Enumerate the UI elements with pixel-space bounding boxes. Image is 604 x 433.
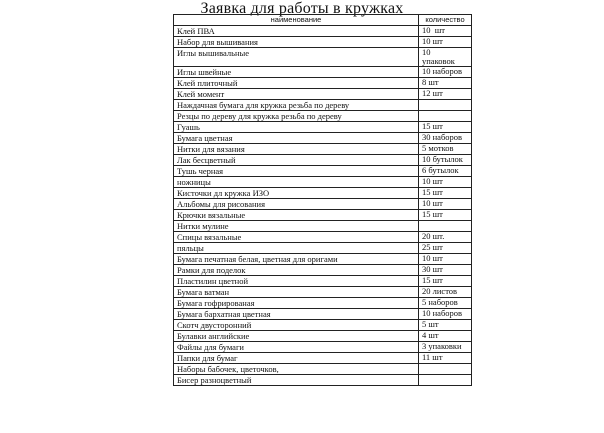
item-name: ножницы xyxy=(174,177,419,188)
table-row xyxy=(174,364,472,375)
table-row xyxy=(174,320,472,331)
table-row xyxy=(174,177,472,188)
table-row xyxy=(174,166,472,177)
header-name: наименование xyxy=(174,15,419,26)
table-row xyxy=(174,254,472,265)
item-name: пяльцы xyxy=(174,243,419,254)
item-quantity: 10 шт xyxy=(419,254,472,265)
table-row xyxy=(174,375,472,386)
item-quantity: 5 шт xyxy=(419,320,472,331)
table-row xyxy=(174,155,472,166)
table-row xyxy=(174,276,472,287)
table-row xyxy=(174,48,472,67)
table-row xyxy=(174,331,472,342)
item-name: Бисер разноцветный xyxy=(174,375,419,386)
table-row xyxy=(174,265,472,276)
item-name: Крючки вязальные xyxy=(174,210,419,221)
table-row xyxy=(174,298,472,309)
item-quantity: 10 шт xyxy=(419,26,472,37)
item-quantity: 15 шт xyxy=(419,210,472,221)
table-row xyxy=(174,37,472,48)
item-quantity: 8 шт xyxy=(419,78,472,89)
table-body xyxy=(174,26,472,386)
item-quantity: 15 шт xyxy=(419,122,472,133)
item-name: Скотч двусторонний xyxy=(174,320,419,331)
item-quantity: 3 упаковки xyxy=(419,342,472,353)
item-name: Нитки для вязания xyxy=(174,144,419,155)
table-row xyxy=(174,243,472,254)
item-quantity: 11 шт xyxy=(419,353,472,364)
item-name: Спицы вязальные xyxy=(174,232,419,243)
item-name: Набор для вышивания xyxy=(174,37,419,48)
table-row xyxy=(174,67,472,78)
header-quantity: количество xyxy=(419,15,472,26)
item-quantity: 15 шт xyxy=(419,276,472,287)
item-name: Клей момент xyxy=(174,89,419,100)
item-name: Резцы по дереву для кружка резьба по дереву xyxy=(174,111,419,122)
item-name: Иглы швейные xyxy=(174,67,419,78)
item-name: Гуашь xyxy=(174,122,419,133)
table-row xyxy=(174,122,472,133)
table-row xyxy=(174,232,472,243)
item-quantity: 4 шт xyxy=(419,331,472,342)
item-quantity xyxy=(419,100,472,111)
table-row xyxy=(174,188,472,199)
item-quantity: 10 наборов xyxy=(419,67,472,78)
table-header-row xyxy=(174,15,472,26)
table-row xyxy=(174,342,472,353)
table-row xyxy=(174,353,472,364)
item-name: Бумага гофрированая xyxy=(174,298,419,309)
table-row xyxy=(174,287,472,298)
item-quantity: 10 шт xyxy=(419,177,472,188)
item-name: Папки для бумаг xyxy=(174,353,419,364)
item-name: Рамки для поделок xyxy=(174,265,419,276)
item-name: Лак бесцветный xyxy=(174,155,419,166)
table-row xyxy=(174,89,472,100)
table-row xyxy=(174,309,472,320)
document-title: Заявка для работы в кружках xyxy=(200,0,404,17)
item-name: Тушь черная xyxy=(174,166,419,177)
item-name: Нитки мулине xyxy=(174,221,419,232)
item-quantity xyxy=(419,375,472,386)
item-quantity: 30 шт xyxy=(419,265,472,276)
item-quantity: 25 шт xyxy=(419,243,472,254)
item-name: Наборы бабочек, цветочков, xyxy=(174,364,419,375)
item-name: Иглы вышивальные xyxy=(174,48,419,67)
item-quantity: 10 шт xyxy=(419,37,472,48)
item-quantity: 5 наборов xyxy=(419,298,472,309)
table-row xyxy=(174,199,472,210)
item-name: Бумага бархатная цветная xyxy=(174,309,419,320)
table-row xyxy=(174,100,472,111)
table-row xyxy=(174,78,472,89)
table-row xyxy=(174,210,472,221)
item-quantity: 10 бутылок xyxy=(419,155,472,166)
item-name: Булавки английские xyxy=(174,331,419,342)
item-quantity: 5 мотков xyxy=(419,144,472,155)
table-row xyxy=(174,221,472,232)
item-name: Клей плиточный xyxy=(174,78,419,89)
item-name: Бумага цветная xyxy=(174,133,419,144)
item-quantity: 10 шт xyxy=(419,199,472,210)
item-quantity: 6 бутылок xyxy=(419,166,472,177)
item-name: Файлы для бумаги xyxy=(174,342,419,353)
item-quantity: 15 шт xyxy=(419,188,472,199)
item-quantity: 10 упаковок xyxy=(419,48,472,67)
item-quantity xyxy=(419,111,472,122)
item-name: Наждачная бумага для кружка резьба по дереву xyxy=(174,100,419,111)
table-row xyxy=(174,144,472,155)
item-name: Кисточки дл кружка ИЗО xyxy=(174,188,419,199)
item-quantity: 30 наборов xyxy=(419,133,472,144)
item-name: Клей ПВА xyxy=(174,26,419,37)
table-row xyxy=(174,26,472,37)
table-row xyxy=(174,133,472,144)
item-quantity: 10 наборов xyxy=(419,309,472,320)
item-name: Альбомы для рисования xyxy=(174,199,419,210)
item-quantity: 12 шт xyxy=(419,89,472,100)
request-table xyxy=(173,14,472,386)
item-quantity: 20 шт. xyxy=(419,232,472,243)
item-quantity: 20 листов xyxy=(419,287,472,298)
table-row xyxy=(174,111,472,122)
item-name: Бумага печатная белая, цветная для оригами xyxy=(174,254,419,265)
item-quantity xyxy=(419,364,472,375)
item-quantity xyxy=(419,221,472,232)
item-name: Бумага ватман xyxy=(174,287,419,298)
item-name: Пластилин цветной xyxy=(174,276,419,287)
